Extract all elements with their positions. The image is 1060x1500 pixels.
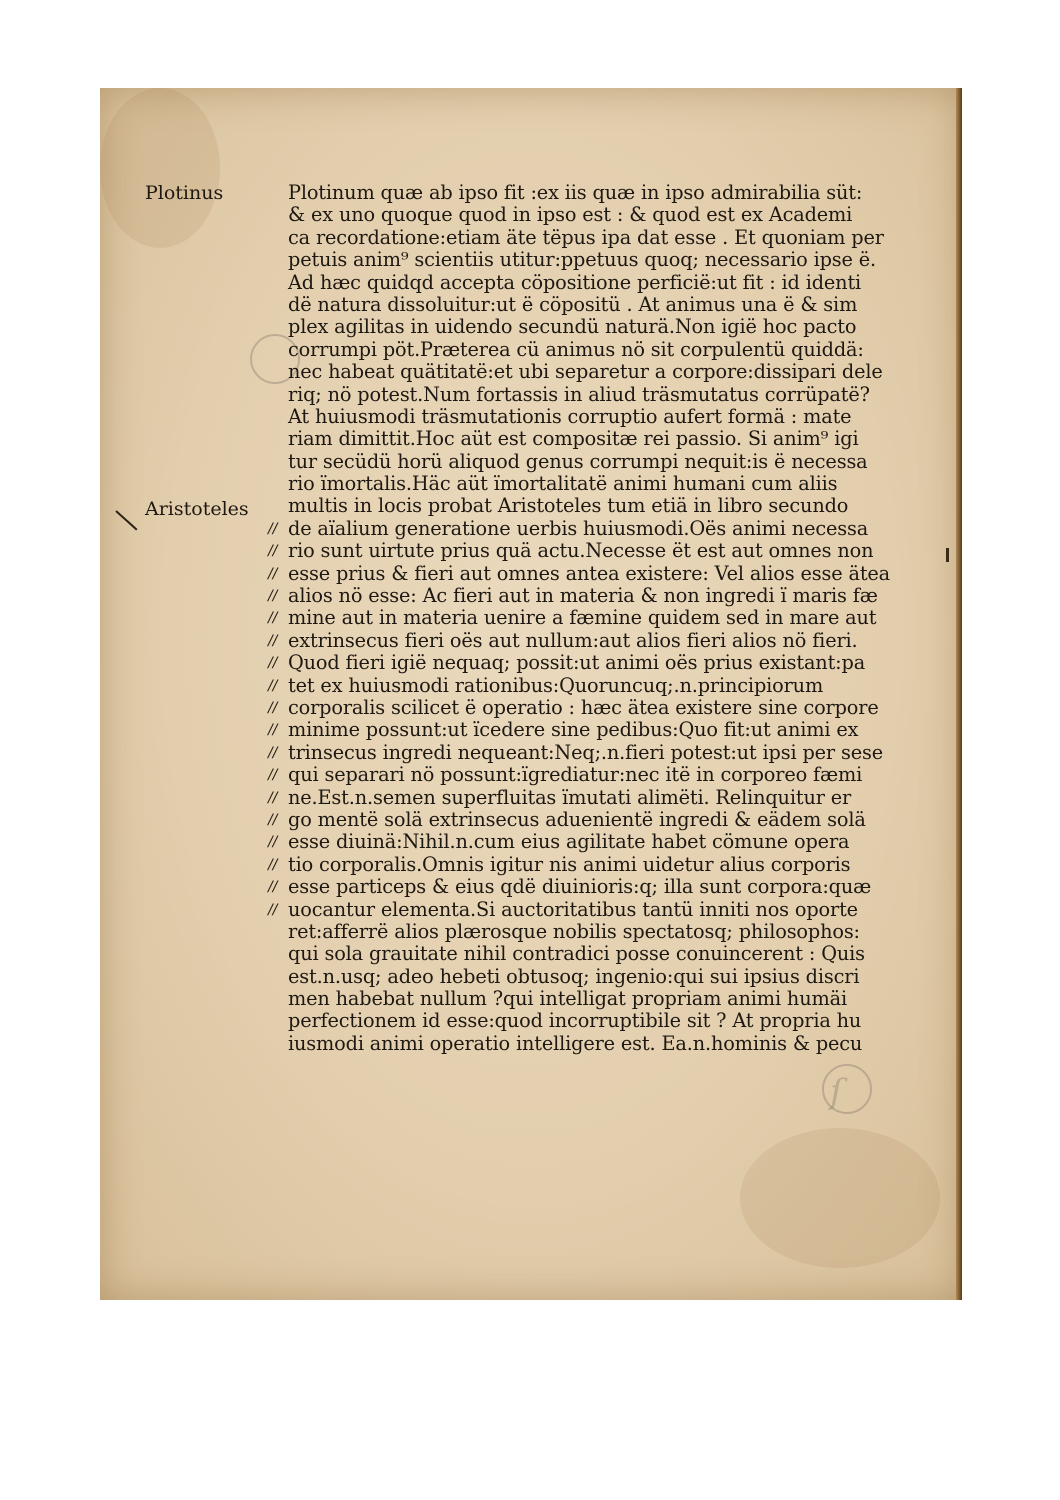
- line-mark: //: [268, 588, 278, 605]
- text-line: [288, 988, 878, 1010]
- text-line: [288, 272, 878, 294]
- line-mark: //: [268, 744, 278, 761]
- line-text: Plotinum quæ ab ipso fit :ex iis quæ in ipso admirabilia süt:: [288, 181, 863, 204]
- text-line: [288, 943, 878, 965]
- text-line: [268, 561, 891, 585]
- text-line: [288, 249, 878, 271]
- line-text: qui separari nö possunt:ïgrediatur:nec itë in corporeo fæmi: [288, 763, 863, 787]
- text-line: [288, 1033, 878, 1055]
- line-text: uocantur elementa.Si auctoritatibus tantü inniti nos oporte: [288, 897, 858, 921]
- text-line: [268, 852, 878, 876]
- watermark-glyph: ſ: [830, 1072, 843, 1112]
- margin-note-plotinus: Plotinus: [145, 182, 224, 204]
- line-text: perfectionem id esse:quod incorruptibile sit ? At propria hu: [288, 1009, 862, 1033]
- line-text: riq; nö potest.Num fortassis in aliud träsmutatus corrüpatë?: [288, 382, 870, 406]
- text-line: [268, 763, 878, 787]
- text-line: [288, 204, 878, 226]
- line-text: tur secüdü horü aliquod genus corrumpi nequit:is ë necessa: [288, 449, 868, 473]
- line-mark: //: [268, 632, 278, 649]
- line-mark: //: [268, 520, 278, 537]
- line-text: corrumpi pöt.Præterea cü animus nö sit corpulentü quiddä:: [288, 337, 864, 361]
- line-text: est.n.usq; adeo hebeti obtusoq; ingenio:qui sui ipsius discri: [288, 964, 860, 988]
- margin-pointer-stroke: [115, 510, 137, 530]
- line-text: rio sunt uirtute prius quä actu.Necesse ët est aut omnes non: [288, 539, 874, 563]
- text-line: [268, 606, 878, 630]
- text-line: [288, 182, 878, 204]
- line-text: rio ïmortalis.Häc aüt ïmortalitatë animi humani cum aliis: [288, 472, 838, 496]
- line-text: dë natura dissoluitur:ut ë cöpositü . At animus una ë & sim: [288, 292, 858, 316]
- text-line: [268, 897, 878, 921]
- line-text: multis in locis probat Aristoteles tum etiä in libro secundo: [288, 494, 849, 518]
- line-text: tio corporalis.Omnis igitur nis animi uidetur alius corporis: [288, 852, 851, 876]
- page-spine-edge: [956, 88, 962, 1300]
- line-text: iusmodi animi operatio intelligere est. Ea.n.hominis & pecu: [288, 1031, 863, 1055]
- line-text: petuis anim⁹ scientiis utitur:ppetuus quoq; necessario ipse ë.: [288, 248, 877, 272]
- line-mark: //: [268, 565, 278, 582]
- text-line: [288, 451, 878, 473]
- body-text: [268, 181, 891, 1055]
- text-line: [288, 225, 884, 249]
- text-line: [268, 740, 883, 764]
- line-text: extrinsecus fieri oës aut nullum:aut alios fieri alios nö fieri.: [288, 628, 858, 652]
- line-text: nec habeat quätitatë:et ubi separetur a corpore:dissipari dele: [288, 360, 883, 384]
- line-text: esse diuinä:Nihil.n.cum eius agilitate habet cömune opera: [288, 830, 850, 854]
- text-line: [288, 428, 878, 450]
- text-line: [288, 406, 878, 428]
- text-line: [268, 539, 878, 563]
- text-line: [288, 921, 878, 943]
- line-text: Quod fieri igië nequaq; possit:ut animi oës prius existant:pa: [288, 651, 866, 675]
- line-mark: //: [268, 767, 278, 784]
- text-line: [268, 516, 878, 540]
- line-text: minime possunt:ut ïcedere sine pedibus:Quo fit:ut animi ex: [288, 718, 859, 742]
- line-mark: //: [268, 811, 278, 828]
- text-line: [288, 294, 878, 316]
- text-line: [288, 1010, 878, 1032]
- line-mark: //: [268, 789, 278, 806]
- margin-note-aristoteles: Aristoteles: [145, 498, 249, 520]
- line-text: Ad hæc quidqd accepta cöpositione perficië:ut fit : id identi: [288, 270, 862, 294]
- line-text: At huiusmodi träsmutationis corruptio aufert formä : mate: [288, 404, 852, 428]
- text-line: [288, 966, 878, 988]
- text-line: [268, 584, 878, 608]
- text-line: [288, 384, 878, 406]
- text-line: [268, 785, 878, 809]
- line-text: ret:afferrë alios plærosque nobilis spectatosq; philosophos:: [288, 919, 860, 943]
- text-line: [288, 473, 878, 495]
- text-line: [268, 628, 878, 652]
- line-mark: //: [268, 879, 278, 896]
- line-mark: //: [268, 610, 278, 627]
- text-line: [268, 718, 878, 742]
- line-mark: //: [268, 856, 278, 873]
- text-line: [268, 651, 878, 675]
- text-line: [268, 673, 878, 697]
- line-text: esse particeps & eius qdë diuinioris:q; illa sunt corpora:quæ: [288, 875, 872, 899]
- line-mark: //: [268, 834, 278, 851]
- line-text: plex agilitas in uidendo secundü naturä.Non igië hoc pacto: [288, 315, 857, 339]
- line-text: ca recordatione:etiam äte tëpus ipa dat esse . Et quoniam per: [288, 225, 884, 249]
- line-mark: //: [268, 543, 278, 560]
- line-text: & ex uno quoque quod in ipso est : & quod est ex Academi: [288, 203, 853, 227]
- line-text: ne.Est.n.semen superfluitas ïmutati alimëti. Relinquitur er: [288, 785, 852, 809]
- line-mark: //: [268, 722, 278, 739]
- page-stain: [740, 1128, 940, 1268]
- book-page: [100, 88, 962, 1300]
- text-line: [268, 695, 879, 719]
- text-line: [288, 316, 878, 338]
- line-text: corporalis scilicet ë operatio : hæc ätea existere sine corpore: [288, 695, 879, 719]
- line-text: esse prius & fieri aut omnes antea existere: Vel alios esse ätea: [288, 561, 891, 585]
- line-mark: //: [268, 699, 278, 716]
- line-text: qui sola grauitate nihil contradici posse conuincerent : Quis: [288, 942, 865, 966]
- line-text: mine aut in materia uenire a fæmine quidem sed in mare aut: [288, 606, 877, 630]
- line-text: de aïalium generatione uerbis huiusmodi.Oës animi necessa: [288, 516, 869, 540]
- page-stain: [100, 88, 220, 248]
- margin-tick-mark: [946, 548, 949, 562]
- line-text: trinsecus ingredi nequeant:Neq;.n.fieri potest:ut ipsi per sese: [288, 740, 883, 764]
- line-mark: //: [268, 655, 278, 672]
- text-line: [268, 807, 878, 831]
- line-mark: //: [268, 677, 278, 694]
- line-text: men habebat nullum ?qui intelligat propriam animi humäi: [288, 987, 847, 1011]
- text-line: [288, 360, 883, 384]
- text-line: [268, 875, 878, 899]
- line-text: tet ex huiusmodi rationibus:Quoruncuq;.n.principiorum: [288, 673, 824, 697]
- line-text: alios nö esse: Ac fieri aut in materia & non ingredi ï maris fæ: [288, 584, 878, 608]
- line-text: riam dimittit.Hoc aüt est compositæ rei passio. Si anim⁹ igi: [288, 427, 859, 451]
- text-line: [268, 830, 878, 854]
- text-line: [288, 339, 878, 361]
- line-mark: //: [268, 901, 278, 918]
- text-line: [288, 495, 878, 517]
- line-text: go mentë solä extrinsecus aduenientë ingredi & eädem solä: [288, 807, 866, 831]
